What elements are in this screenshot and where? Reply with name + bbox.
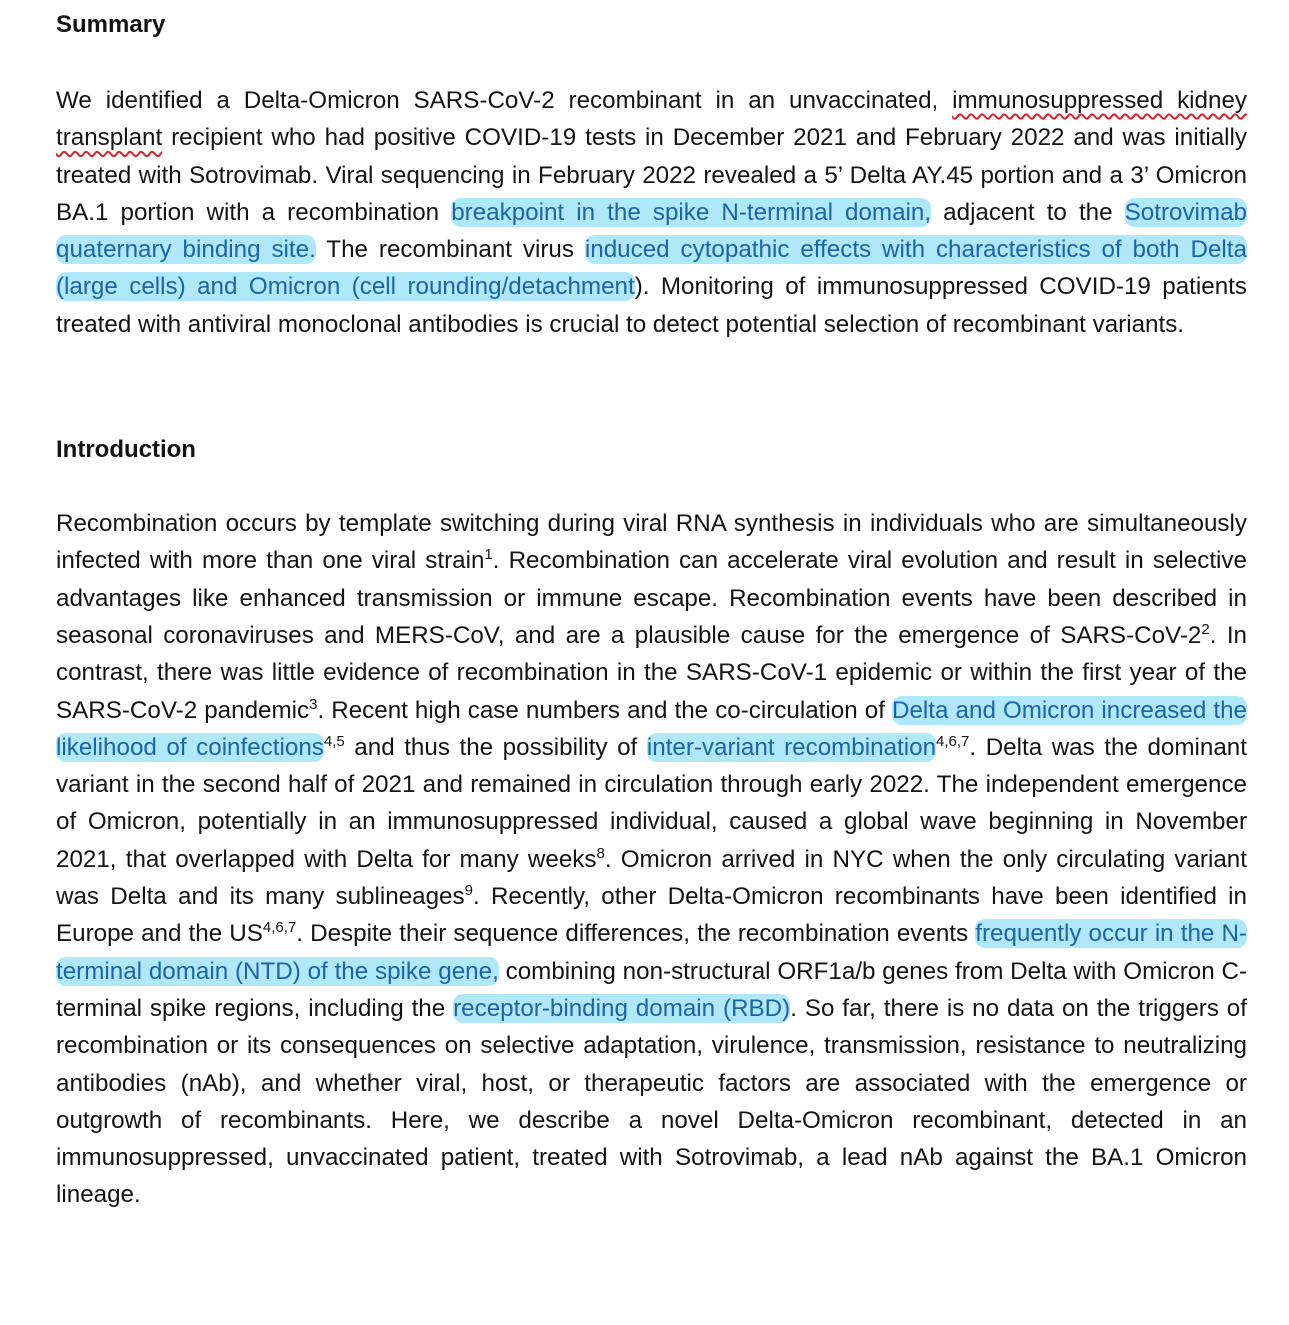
intro-text-segment: . Despite their sequence differences, the recombination events [296, 920, 976, 948]
intro-text-segment: combining non-structural ORF1a/b genes from Delta with Omicron C-terminal spike regions, including the [56, 957, 1247, 1022]
red-underlined-phrase: immunosuppressed kidney transplant [56, 87, 1247, 152]
introduction-heading: Introduction [56, 436, 196, 464]
summary-text-segment: The recombinant virus [315, 236, 585, 264]
summary-text-segment: ). Monitoring of immunosuppressed COVID-19 patients treated with antiviral monoclonal antibodies is crucial to detect potential selection of recombinant variants. [56, 273, 1247, 338]
highlighted-phrase: Sotrovimab quaternary binding site. [56, 198, 1247, 264]
intro-text-segment: . Recent high case numbers and the co-circulation of [317, 696, 892, 724]
highlighted-phrase: receptor-binding domain (RBD) [453, 994, 791, 1022]
citation-superscript: 4,5 [323, 732, 345, 750]
intro-text-segment: . Delta was the dominant variant in the second half of 2021 and remained in circulation through early 2022. The independent emergence of Omicron, potentially in an immunosuppressed individual, caused a global wave beginning in November 2021, that overlapped with Delta for many weeks [56, 733, 1247, 873]
intro-text-segment: . Recombination can accelerate viral evolution and result in selective advantages like enhanced transmission or immune escape. Recombination events have been described in seasonal coronaviruses and MERS-CoV, and are a plausible cause for the emergence of SARS-CoV-2 [56, 547, 1247, 649]
intro-text-segment: . So far, there is no data on the triggers of recombination or its consequences on selective adaptation, virulence, transmission, resistance to neutralizing antibodies (nAb), and whether viral, host, or therapeutic factors are associated with the emergence or outgrowth of recombinants. Here, we describe a novel Delta-Omicron recombinant, detected in an immunosuppressed, unvaccinated patient, treated with Sotrovimab, a lead nAb against the BA.1 Omicron lineage. [56, 994, 1247, 1209]
highlighted-phrase: Delta and Omicron increased the likelihood of coinfections [56, 696, 1247, 761]
highlighted-phrase: frequently occur in the N-terminal domain (NTD) of the spike gene, [56, 920, 1247, 985]
summary-paragraph [56, 82, 1247, 343]
citation-superscript: 1 [484, 546, 493, 564]
citation-superscript: 2 [1201, 620, 1210, 638]
citation-superscript: 4,6,7 [262, 919, 297, 937]
summary-heading: Summary [56, 11, 166, 38]
introduction-paragraph [56, 505, 1247, 1214]
intro-text-segment: . Recently, other Delta-Omicron recombinants have been identified in Europe and the US [56, 883, 1247, 948]
citation-superscript: 8 [596, 844, 605, 862]
highlighted-phrase: breakpoint in the spike N-terminal domain, [451, 198, 932, 226]
citation-superscript: 9 [464, 881, 473, 899]
intro-text-segment: . Omicron arrived in NYC when the only circulating variant was Delta and its many sublineages [56, 845, 1247, 911]
intro-text-segment: and thus the possibility of [344, 733, 647, 761]
highlighted-phrase: induced cytopathic effects with characteristics of both Delta (large cells) and Omicron (cell rounding/detachment [56, 236, 1247, 301]
summary-text-segment: adjacent to the [931, 198, 1125, 226]
intro-text-segment: Recombination occurs by template switching during viral RNA synthesis in individuals who are simultaneously infected with more than one viral strain [56, 510, 1247, 575]
citation-superscript: 3 [309, 695, 318, 713]
citation-superscript: 4,6,7 [936, 732, 970, 750]
summary-text-segment: We identified a Delta-Omicron SARS-CoV-2 recombinant in an unvaccinated, [56, 87, 953, 114]
summary-text-segment: recipient who had positive COVID-19 tests in December 2021 and February 2022 and was initially treated with Sotrovimab. Viral sequencing in February 2022 revealed a 5’ Delta AY.45 portion and a 3’ Omicron BA.1 portion with a recombination [56, 124, 1247, 226]
intro-text-segment: . In contrast, there was little evidence of recombination in the SARS-CoV-1 epidemic or within the first year of the SARS-CoV-2 pandemic [56, 621, 1247, 724]
highlighted-phrase: inter-variant recombination [646, 733, 937, 761]
